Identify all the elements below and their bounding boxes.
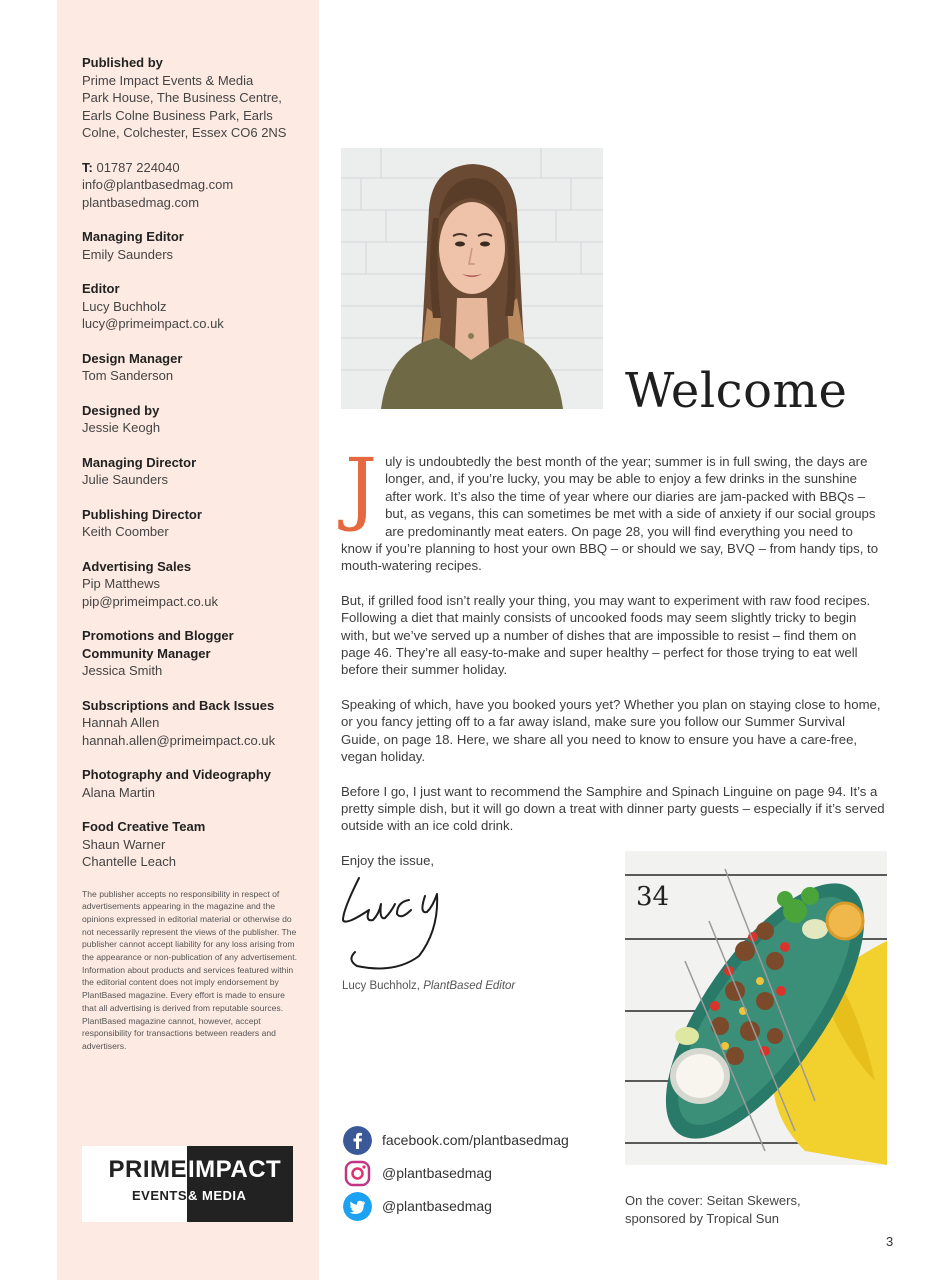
twitter-icon bbox=[343, 1192, 372, 1221]
masthead-sidebar bbox=[57, 0, 319, 1280]
credit-role: Designed by bbox=[82, 402, 160, 418]
logo-word-media: & MEDIA bbox=[188, 1188, 247, 1203]
disclaimer-text: The publisher accepts no responsibility in respect of advertisements appearing in the magazine and the opinions expressed in editorial material or otherwise do not necessarily represent the views of the publisher. The publisher cannot accept liability for any loss arising from the appearance or non-publication of any advertisement. Information about products and services featured within the editorial content does not imply endorsement by PlantBased magazine. Every effort is made to ensure that all advertising is derived from reputable sources. PlantBased magazine cannot, however, accept responsibility for transactions between readers and advertisers. bbox=[82, 888, 297, 1051]
publisher-line: Colne, Colchester, Essex CO6 2NS bbox=[82, 125, 287, 140]
credit-name: Chantelle Leach bbox=[82, 854, 176, 869]
credit-name: Keith Coomber bbox=[82, 524, 169, 539]
credit-editor bbox=[82, 280, 297, 333]
drop-cap: J bbox=[345, 441, 378, 534]
publisher-line: Earls Colne Business Park, Earls bbox=[82, 107, 273, 123]
publisher-line: Prime Impact Events & Media bbox=[82, 72, 254, 88]
instagram-icon bbox=[343, 1159, 372, 1188]
caption-line: sponsored by Tropical Sun bbox=[625, 1211, 779, 1226]
cover-caption bbox=[625, 1192, 887, 1228]
instagram-link[interactable] bbox=[343, 1159, 643, 1189]
article-paragraph: Before I go, I just want to recommend the Samphire and Spinach Linguine on page 94. It’s a pretty simple dish, but it will go down a treat with dinner party guests – especially if it’s served outside with an ice cold drink. bbox=[341, 783, 885, 834]
credit-advertising-sales bbox=[82, 558, 297, 611]
credit-publishing-director bbox=[82, 506, 297, 541]
credit-role: Editor bbox=[82, 281, 120, 296]
credit-promotions bbox=[82, 627, 297, 680]
cover-page-number: 34 bbox=[636, 882, 670, 912]
credit-name: Jessie Keogh bbox=[82, 420, 161, 435]
article-paragraph bbox=[341, 441, 886, 575]
prime-impact-logo bbox=[82, 1146, 293, 1222]
credit-role: Advertising Sales bbox=[82, 558, 192, 574]
caption-line: On the cover: Seitan Skewers, bbox=[625, 1193, 801, 1208]
credit-name: Alana Martin bbox=[82, 784, 155, 800]
phone-label: T: bbox=[82, 159, 93, 175]
editor-signature bbox=[339, 870, 449, 975]
credit-role: Design Manager bbox=[82, 350, 183, 366]
credit-role: Managing Editor bbox=[82, 229, 184, 244]
credit-designed-by bbox=[82, 402, 297, 437]
facebook-link[interactable] bbox=[343, 1126, 643, 1156]
credit-name: Hannah Allen bbox=[82, 715, 160, 730]
phone-number: 01787 224040 bbox=[96, 159, 180, 175]
contact-email[interactable]: info@plantbasedmag.com bbox=[82, 177, 234, 192]
facebook-handle: facebook.com/plantbasedmag bbox=[382, 1132, 569, 1148]
editor-title: PlantBased Editor bbox=[423, 980, 516, 992]
article-title: Welcome bbox=[625, 363, 848, 419]
page-number: 3 bbox=[886, 1234, 894, 1249]
editor-name: Lucy Buchholz, bbox=[342, 980, 420, 992]
logo-word-impact: IMPACT bbox=[188, 1156, 282, 1183]
contact-block bbox=[82, 159, 297, 212]
contact-website[interactable]: plantbasedmag.com bbox=[82, 194, 200, 210]
credit-managing-director bbox=[82, 454, 297, 489]
credit-role: Publishing Director bbox=[82, 506, 202, 522]
credit-design-manager bbox=[82, 350, 297, 385]
editor-credit bbox=[342, 980, 515, 992]
credit-email[interactable]: hannah.allen@primeimpact.co.uk bbox=[82, 732, 276, 748]
paragraph-text: uly is undoubtedly the best month of the year; summer is in full swing, the days are longer, and, if you’re lucky, you may be able to enjoy a few drinks in the sunshine after work. It’s also the time of year where our diaries are jam-packed with BBQs – but, as vegans, this can sometimes be met with a side of anxiety if our social groups are predominantly meat eaters. On page 28, you will find everything you need to know if you’re planning to host your own BBQ – or should we say, BVQ – from handy tips, to mouth-watering recipes. bbox=[341, 454, 879, 574]
publisher-block bbox=[82, 54, 297, 142]
credit-role: Managing Director bbox=[82, 454, 197, 470]
credit-name: Tom Sanderson bbox=[82, 368, 174, 383]
credit-subscriptions bbox=[82, 697, 297, 750]
welcome-article bbox=[341, 441, 886, 886]
twitter-link[interactable] bbox=[343, 1192, 643, 1222]
credit-role: Food Creative Team bbox=[82, 819, 206, 834]
credit-photography bbox=[82, 766, 297, 801]
article-paragraph: But, if grilled food isn’t really your thing, you may want to experiment with raw food recipes. Following a diet that mainly consists of uncooked foods may seem slightly tricky to begin with, but we’ve served up a number of dishes that are impossible to resist – find them on page 46. They’re all easy-to-make and super healthy – perfect for those trying to eat well before their summer holiday. bbox=[341, 592, 871, 678]
masthead-content bbox=[82, 54, 297, 1053]
twitter-handle: @plantbasedmag bbox=[382, 1198, 492, 1214]
credit-food-creative bbox=[82, 818, 297, 871]
portrait-illustration bbox=[341, 148, 603, 409]
credit-name: Shaun Warner bbox=[82, 836, 166, 852]
credit-role: Photography and Videography bbox=[82, 767, 272, 782]
facebook-icon bbox=[343, 1126, 372, 1155]
editor-portrait bbox=[341, 148, 603, 409]
credit-name: Julie Saunders bbox=[82, 472, 168, 487]
credit-email[interactable]: pip@primeimpact.co.uk bbox=[82, 593, 219, 609]
publisher-label: Published by bbox=[82, 55, 163, 70]
instagram-handle: @plantbasedmag bbox=[382, 1165, 492, 1181]
credit-name: Pip Matthews bbox=[82, 576, 161, 591]
credit-email[interactable]: lucy@primeimpact.co.uk bbox=[82, 316, 224, 331]
publisher-line: Park House, The Business Centre, bbox=[82, 90, 282, 105]
credit-managing-editor bbox=[82, 228, 297, 263]
sign-off: Enjoy the issue, bbox=[341, 852, 435, 868]
logo-word-events: EVENTS bbox=[131, 1188, 187, 1203]
phone-line bbox=[82, 159, 297, 177]
logo-word-prime: PRIME bbox=[108, 1156, 187, 1183]
credit-role: Subscriptions and Back Issues bbox=[82, 697, 275, 713]
credit-name: Lucy Buchholz bbox=[82, 298, 167, 314]
credit-name: Jessica Smith bbox=[82, 663, 163, 678]
credit-role: Promotions and Blogger Community Manager bbox=[82, 628, 234, 661]
article-paragraph: Speaking of which, have you booked yours yet? Whether you plan on staying close to home, or you fancy jetting off to a far away island, make sure you follow our Summer Survival Guide, on page 18. Here, we share all you need to know to ensure you have a care-free, vegan holiday. bbox=[341, 696, 881, 765]
credit-name: Emily Saunders bbox=[82, 246, 174, 262]
